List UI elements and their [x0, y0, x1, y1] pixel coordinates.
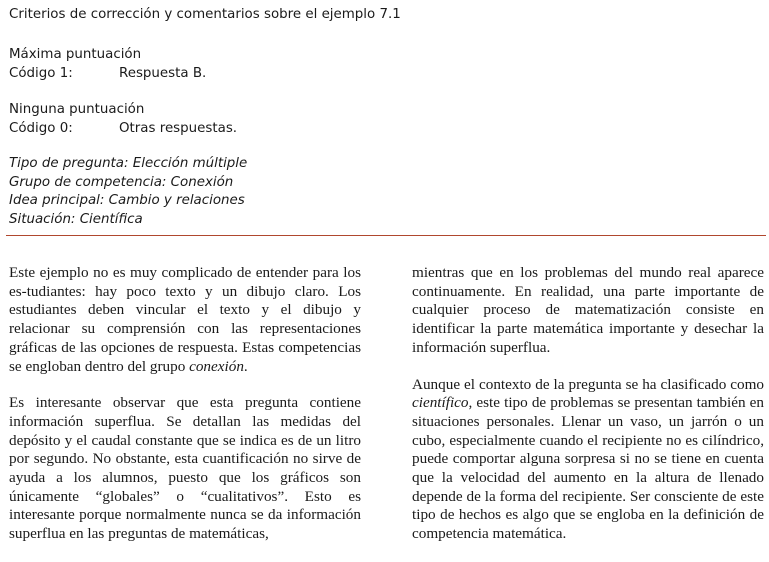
question-type: Tipo de pregunta: Elección múltiple: [9, 156, 248, 171]
full-credit-block: [9, 46, 206, 83]
paragraph-4-end: , este tipo de problemas se presentan también en situaciones personales. Llenar un vaso, un jarrón o un cubo, especialmente cuando el recipiente no es cilíndrico, puede comportar alguna sorpresa si no se tiene en cuenta que la velocidad del aumento en la altura de llenado depende de la forma del recipiente. Ser consciente de este tipo de hechos es algo que se engloba en la definición de competencia matemática.: [412, 394, 764, 543]
code-0-row: [9, 120, 237, 139]
no-credit-heading: Ninguna puntuación: [9, 102, 145, 117]
divider-rule: [6, 235, 766, 236]
paragraph-4-text: Aunque el contexto de la pregunta se ha clasificado como: [412, 375, 764, 393]
paragraph-4-italic: científico: [412, 394, 469, 412]
code-0-text: Otras respuestas.: [119, 120, 238, 136]
no-credit-block: [9, 101, 237, 138]
situation: Situación: Científica: [9, 211, 143, 227]
classification-block: [9, 155, 247, 229]
left-column: [9, 264, 361, 562]
right-column: [412, 264, 764, 562]
main-idea: Idea principal: Cambio y relaciones: [9, 193, 245, 209]
code-0-label: Código 0:: [9, 120, 73, 136]
competency-group: Grupo de competencia: Conexión: [9, 174, 234, 190]
code-1-row: [9, 65, 206, 84]
paragraph-1-text: Este ejemplo no es muy complicado de entender para los es-tudiantes: hay poco texto y un dibujo claro. Los estudiantes deben vincular el texto y el dibujo y relacionar su comprensión con las representaciones gráficas de las opciones de respuesta. Estas competencias se engloban dentro del grupo: [9, 264, 361, 375]
section-title: Criterios de corrección y comentarios sobre el ejemplo 7.1: [9, 7, 401, 22]
paragraph-1-end: .: [243, 357, 248, 375]
paragraph-4: [412, 376, 764, 544]
paragraph-2: Es interesante observar que esta pregunta contiene información superflua. Se detallan las medidas del depósito y el caudal constante que se indica es de un litro por segundo. No obstante, esta cuantificación no sirve de ayuda a los alumnos, puesto que los gráficos son únicamente “globales” o “cualitativos”. Esto es interesante porque normalmente nunca se da información superflua en las preguntas de matemáticas,: [9, 394, 361, 543]
paragraph-1: [9, 264, 361, 376]
paragraph-1-italic: conexión: [189, 357, 244, 375]
code-1-label: Código 1:: [9, 65, 73, 81]
paragraph-3: mientras que en los problemas del mundo real aparece continuamente. En realidad, una parte importante de cualquier proceso de matematización consiste en identificar la parte matemática importante y desechar la información superflua.: [412, 264, 764, 356]
full-credit-heading: Máxima puntuación: [9, 47, 142, 62]
code-1-text: Respuesta B.: [119, 65, 207, 81]
